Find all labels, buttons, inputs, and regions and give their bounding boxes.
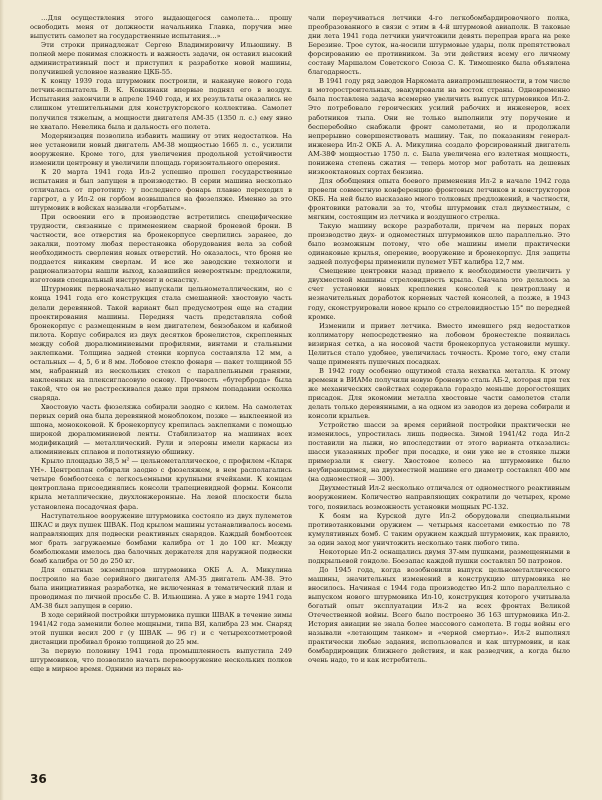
paragraph: Для обобщения опыта боевого применения Ил-2 в начале 1942 года провели совместную конференцию фронтовых летчиков и конструкторов ОКБ. На ней было высказано много толковых предложений, в частности, фронтовики ратовали за то, чтобы штурмовик стал двухместным, с мягким, состоящим из летчика и воздушного стрелка.	[308, 176, 570, 222]
page-number: 36	[30, 772, 47, 786]
paragraph: Модернизация позволила избавить машину от этих недостатков. На нее установили новый двигатель АМ-38 мощностью 1665 л. с., усилили вооружение. Кроме того, для увеличения продольной устойчивости изменили центровку и увеличили площадь горизонтального оперения.	[30, 131, 292, 167]
paragraph: К концу 1939 года штурмовик построили, и накануне нового года летчик-испытатель В. К. Коккинаки впервые поднял его в воздух. Испытания закончили в апреле 1940 года, и их результаты оказались не слишком утешительными для конструкторского коллектива. Самолет получился тяжелым, а мощности двигателя АМ-35 (1350 л. с.) ему явно не хватало. Невелика была и дальность его полета.	[30, 77, 292, 131]
paragraph: чали переучиваться летчики 4-го легкобомбардировочного полка, преобразованного в связи с этим в 4-й штурмовой авиаполк. В таковые дни лета 1941 года летчики уничтожили девять переправ врага на реке Березине. Трое суток, на-носили штурмовые удары, полк препятствовал форсированию ее противником. За эти действия всему его личному составу Маршалом Советского Союза С. К. Тимошенко была объявлена благодарность.	[308, 14, 570, 77]
paragraph: В ходе серийной постройки штурмовика пушки ШВАК в течение зимы 1941/42 года заменили более мощными, типа ВЯ, калибра 23 мм. Снаряд этой пушки весил 200 г (у ШВАК — 96 г) и с четырехсотметровой дистанции пробивал броню толщиной до 25 мм.	[30, 611, 292, 647]
paragraph: …Для осуществления этого выдающегося самолета… прошу освободить меня от должности начальника Главка, поручив мне выпустить самолет на государственные испытания…»	[30, 14, 292, 41]
paragraph: Эти строки принадлежат Сергею Владимировичу Ильюшину. В полной мере понимая сложность и важность задачи, он оставил высокий административный пост и приступил к разработке новой машины, получившей условное название ЦКБ-55.	[30, 41, 292, 77]
left-column	[30, 14, 292, 674]
paragraph: За первую половину 1941 года промышленность выпустила 249 штурмовиков, что позволило начать перевооружение нескольких полков еще в мирное время. Одними из первых на-	[30, 647, 292, 674]
paragraph: Для опытных экземпляров штурмовика ОКБ А. А. Микулина построило на базе серийного двигателя АМ-35 двигатель АМ-38. Это была инициативная разработка, не включенная в тематический план и проводимая по личной просьбе С. В. Ильюшина. А уже в марте 1941 года АМ-38 был запущен в серию.	[30, 565, 292, 611]
paragraph: Устройство шасси за время серийной постройки практически не изменилось, упростилась лишь подвеска. Зимой 1941/42 года Ил-2 поставили на лыжи, но впоследствии от этого варианта отказались: шасси указанных пробег при посадке, и они уже не в стоянке лыжи примерзали к снегу. Хвостовое колесо на штурмовике было неубирающимся, на двухместной машине его диаметр составлял 400 мм (на одноместной — 300).	[308, 421, 570, 484]
paragraph: Штурмовик первоначально выпускали цельнометаллическим, но с конца 1941 года его конструкция стала смешанной: хвостовую часть делали деревянной. Такой вариант был предусмотрен еще на стадии проектирования машины. Передняя часть представляла собой бронекорпус с размещенным в нем двигателем, бензобаком и кабиной пилота. Корпус собирался из двух десятков бронелистов, скрепленных между собой дюралюминиевыми профилями, винтами и стальными заклепками. Толщина задней стенки корпуса составляла 12 мм, а остальных — 4, 5, 6 и 8 мм. Лобовое стекло фонаря — пакет толщиной 55 мм, набранный из нескольких стекол с параллельными гранями, наклеенных на плексигласовую основу. Прочность «бутерброда» была такой, что он не растрескивался даже при прямом попадании осколка снаряда.	[30, 285, 292, 402]
paragraph: Такую машину вскоре разработали, причем на первых порах производство двух- и одноместных штурмовиков шло параллельно. Это было возможным потому, что обе машины имели практически одинаковые крылья, оперение, вооружение и бронекорпус. Для защиты задней полусферы применили пулемет УБТ калибра 12,7 мм.	[308, 222, 570, 267]
right-column	[308, 14, 570, 665]
paragraph: Двухместный Ил-2 несколько отличался от одноместного реактивным вооружением. Количество направляющих сократили до четырех, кроме того, появилась возможность установки мощных РС-132.	[308, 484, 570, 511]
paragraph: К боям на Курской дуге Ил-2 оборудовали специальными противотанковыми оружием — четырьмя кассетами емкостью по 78 кумулятивных бомб. С таким оружием каждый штурмовик, как правило, за один заход мог уничтожить несколько танк любого типа.	[308, 511, 570, 547]
paragraph: К 20 марта 1941 года Ил-2 успешно прошел государственные испытания и был запущен в производство. В серии машина несколько отличалась от прототипу: у последнего фонарь плавно переходил в гаргрот, а у Ил-2 он горбом возвышался на фюзеляже. Именно за это штурмовик в войсках называли «горбатым».	[30, 167, 292, 212]
paragraph: До 1945 года, когда возобновили выпуск цельнометаллического машины, значительных изменений в конструкцию штурмовика не вносилось. Начиная с 1944 года производство Ил-2 шло параллельно с выпуском нового штурмовика Ил-10, конструкция которого учитывала богатый опыт эксплуатации Ил-2 на всех фронтах Великой Отечественной войны. Всего было построено 36 163 штурмовика Ил-2. История авиации не знала более массового самолета. В годы войны его называли «летающим танком» и «черной смертью». Ил-2 выполнял практически любые задания, использовался и как штурмовик, и как бомбардировщик ближнего действия, и как разведчик, а когда было очень надо, то и как истребитель.	[308, 565, 570, 665]
paragraph: Хвостовую часть фюзеляжа собирали заодно с килем. На самолетах первых серий она была деревянной моноблоком, позже — выклеенной из шпона, монококовой. К бронекорпусу крепилась заклепками с помощью широкой дюралюминиевой ленты. Стабилизатор на машинах всех модификаций — металлический. Рули и элероны имели каркасы из алюминиевых сплавов и полотняную обшивку.	[30, 403, 292, 457]
paragraph: Смещение центровки назад привело к необходимости увеличить у двухместной машины стреловидность крыла. Сначала это делалось за счет установки новых крепления консолей к центроплану и незначительных доработок корневых частей консолей, а позже, в 1943 году, сконструировали новое крыло со стреловидностью 15° по передней кромке.	[308, 267, 570, 321]
paragraph: В 1942 году особенно ощутимой стала нехватка металла. К этому времени в ВИАМе получили новую броневую сталь АБ-2, которая при тех же механических свойствах содержала гораздо меньше дорогостоящих присадок. Для экономии металла хвостовые части самолетов стали делать только деревянными, а на одном из заводов из дерева собирали и консоли крыльев.	[308, 366, 570, 421]
page-shadow	[0, 0, 4, 800]
paragraph: В 1941 году ряд заводов Наркомата авиапромышленности, в том числе и моторостроительных, эвакуировали на восток страны. Одновременно была поставлена задача всемерно увеличить выпуск штурмовиков Ил-2. Это потребовало героических усилий рабочих и инженеров, всех работников тыла. Они не только выполнили эту поручение и бесперебойно снабжали фронт самолетами, но и продолжали непрерывно совершенствовать машину. Так, по показаниям генерал-инженера Ил-2 ОКБ А. А. Микулина создало форсированный двигатель АМ-38Ф мощностью 1750 л. с. Была увеличена его взлетная мощность, понижена степень сжатия — теперь мотор мог работать на дешевых низкооктановых сортах бензина.	[308, 77, 570, 176]
paragraph: Изменили и привет летчика. Вместо имевшего ряд недостатков коллиматору непосредственно на лобовом бронестекле появилась визирная сетка, а на носовой части бронекорпуса установили мушку. Целиться стало удобнее, увеличилась точность. Кроме того, ему стали чаще применять пушечных посадках.	[308, 321, 570, 366]
paragraph: Наступательное вооружение штурмовика состояло из двух пулеметов ШКАС и двух пушек ШВАК. Под крылом машины устанавливалось восемь направляющих для подвески реактивных снарядов. Каждый бомбоотсек мог брать загружаемые бомбами калибра от 1 до 100 кг. Между бомболюками имелось два балочных держателя для наружной подвески бомб калибра от 50 до 250 кг.	[30, 511, 292, 565]
paragraph: Некоторые Ил-2 оснащались двумя 37-мм пушками, размещенными в подкрыльевой гондоле. Боезапас каждой пушки составлял 50 патронов.	[308, 547, 570, 565]
paragraph: Крыло площадью 38,5 м² — цельнометаллическое, с профилем «Кларк YH». Центроплан собирали заодно с фюзеляжем, в нем располагались четыре бомбоотсека с легкосъемными крупными ячейками. К концам центроплана присоединялись консоли трапециевидной формы. Консоли крыла металлические, двухлонжеронные. На левой плоскости была установлена посадочная фара.	[30, 457, 292, 511]
paragraph: При освоении его в производстве встретились специфические трудности, связанные с применением сварной броневой брони. В частности, все отверстия на бронекорпусе сверлились заранее, до закалки, поэтому любая перестановка оборудования вела за собой необходимость сверления новых отверстий. Но оказалось, что броня не поддается никаким сверлам. И все же заводские технологи и рационализаторы нашли выход, казавшийся невероятным: предложили, изготовив специальный инструмент и оснастку.	[30, 213, 292, 285]
